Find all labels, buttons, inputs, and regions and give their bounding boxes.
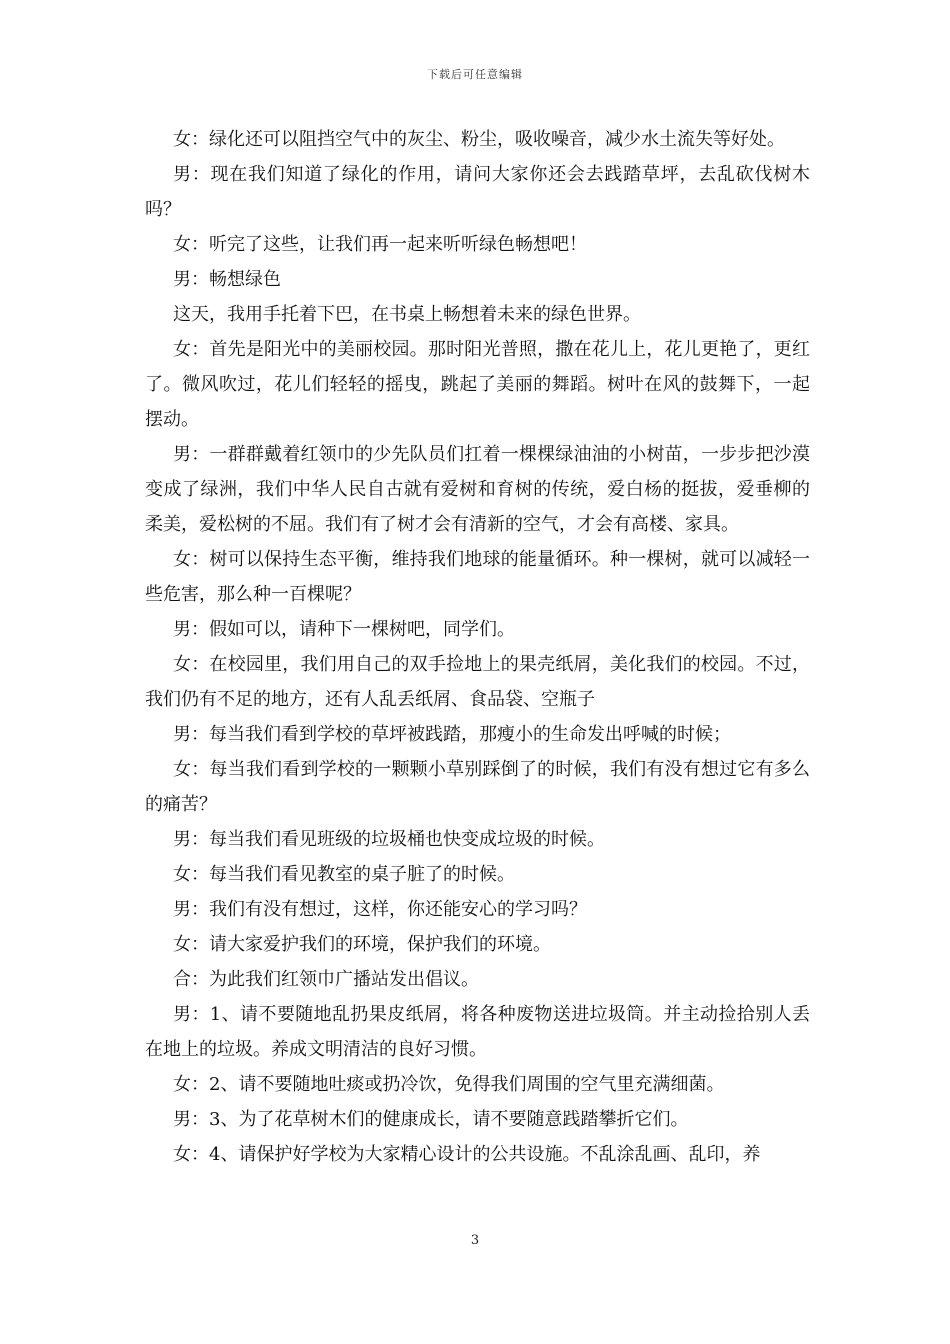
paragraph: 男：3、为了花草树木们的健康成长，请不要随意践踏攀折它们。 xyxy=(173,1109,689,1130)
paragraph: 女：2、请不要随地吐痰或扔冷饮，免得我们周围的空气里充满细菌。 xyxy=(173,1074,725,1095)
page-header: 下载后可任意编辑 xyxy=(427,68,523,81)
paragraph: 男：畅想绿色 xyxy=(173,269,281,290)
document-body xyxy=(145,122,810,1172)
paragraph: 女：听完了这些，让我们再一起来听听绿色畅想吧！ xyxy=(173,234,587,255)
paragraph: 女：每当我们看见教室的桌子脏了的时候。 xyxy=(173,864,515,885)
paragraph: 男：现在我们知道了绿化的作用，请问大家你还会去践踏草坪，去乱砍伐树木吗？ xyxy=(145,164,810,220)
paragraph: 男：每当我们看到学校的草坪被践踏，那瘦小的生命发出呼喊的时候； xyxy=(173,724,731,745)
paragraph: 女：树可以保持生态平衡，维持我们地球的能量循环。种一棵树，就可以减轻一些危害，那么种一百棵呢？ xyxy=(145,549,810,605)
paragraph: 男：1、请不要随地乱扔果皮纸屑，将各种废物送进垃圾筒。并主动捡拾别人丢在地上的垃圾。养成文明清洁的良好习惯。 xyxy=(145,1004,810,1060)
paragraph: 女：请大家爱护我们的环境，保护我们的环境。 xyxy=(173,934,551,955)
paragraph: 男：我们有没有想过，这样，你还能安心的学习吗？ xyxy=(173,899,587,920)
paragraph: 女：每当我们看到学校的一颗颗小草别踩倒了的时候，我们有没有想过它有多么的痛苦？ xyxy=(145,759,810,815)
paragraph: 合：为此我们红领巾广播站发出倡议。 xyxy=(173,969,479,990)
paragraph: 女：在校园里，我们用自己的双手捡地上的果壳纸屑，美化我们的校园。不过，我们仍有不足的地方，还有人乱丢纸屑、食品袋、空瓶子 xyxy=(145,654,810,710)
paragraph: 女：首先是阳光中的美丽校园。那时阳光普照，撒在花儿上，花儿更艳了，更红了。微风吹过，花儿们轻轻的摇曳，跳起了美丽的舞蹈。树叶在风的鼓舞下，一起摆动。 xyxy=(145,339,810,430)
page-number: 3 xyxy=(470,1233,480,1248)
paragraph: 男：每当我们看见班级的垃圾桶也快变成垃圾的时候。 xyxy=(173,829,605,850)
paragraph: 男：假如可以，请种下一棵树吧，同学们。 xyxy=(173,619,515,640)
paragraph: 女：4、请保护好学校为大家精心设计的公共设施。不乱涂乱画、乱印，养 xyxy=(173,1144,761,1165)
paragraph: 男：一群群戴着红领巾的少先队员们扛着一棵棵绿油油的小树苗，一步步把沙漠变成了绿洲，我们中华人民自古就有爱树和育树的传统，爱白杨的挺拔，爱垂柳的柔美，爱松树的不屈。我们有了树才会有清新的空气，才会有高楼、家具。 xyxy=(145,444,810,535)
paragraph: 女：绿化还可以阻挡空气中的灰尘、粉尘，吸收噪音，减少水土流失等好处。 xyxy=(173,129,785,150)
paragraph: 这天，我用手托着下巴，在书桌上畅想着未来的绿色世界。 xyxy=(173,304,641,325)
